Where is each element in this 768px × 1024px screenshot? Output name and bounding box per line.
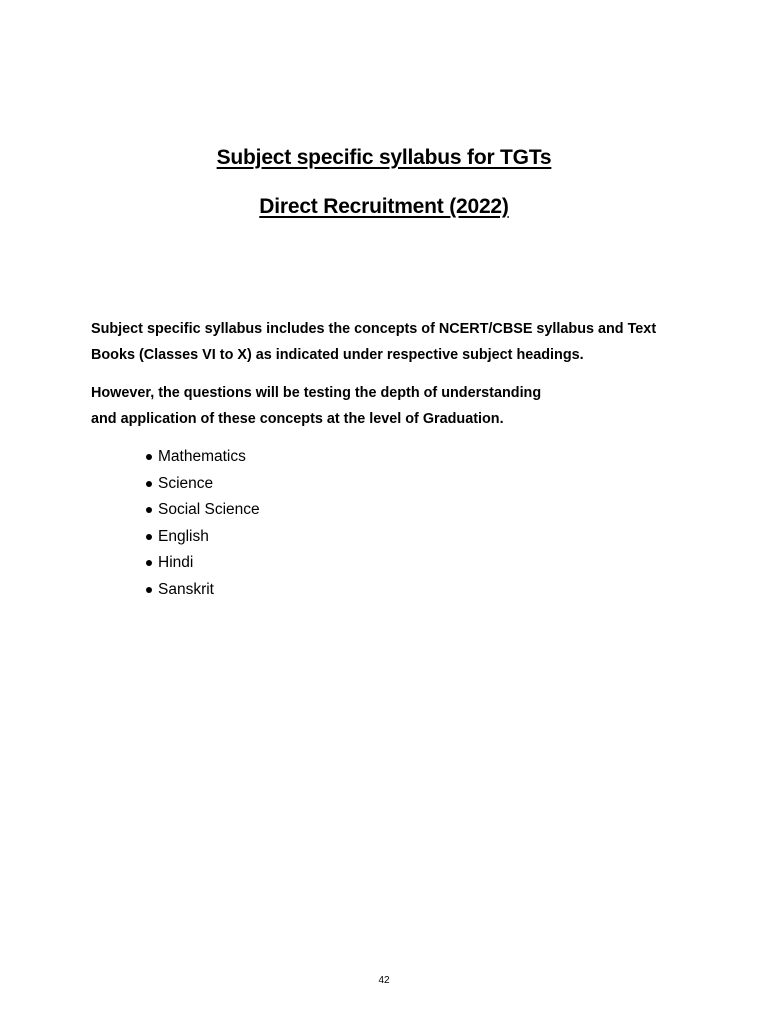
- note-paragraph: [91, 380, 642, 432]
- subject-label: Science: [158, 474, 214, 492]
- note-paragraph-main: However, the questions will be testing the depth of understanding: [91, 385, 542, 401]
- intro-paragraph: Subject specific syllabus includes the concepts of NCERT/CBSE syllabus and Text Books (Classes VI to X) as indicated under respective subject headings.: [91, 321, 657, 363]
- note-paragraph-last: and application of these concepts at the level of Graduation.: [91, 411, 504, 427]
- document-title: Subject specific syllabus for TGTs: [216, 146, 552, 169]
- list-item: [146, 497, 260, 524]
- list-item: [146, 577, 260, 604]
- bullet-icon: [146, 454, 152, 460]
- bullet-icon: [146, 587, 152, 593]
- subject-label: English: [158, 527, 209, 545]
- subject-label: Mathematics: [158, 448, 246, 465]
- subject-label: Hindi: [158, 554, 194, 571]
- list-item: [146, 524, 260, 551]
- list-item: [146, 550, 260, 577]
- bullet-icon: [146, 507, 152, 513]
- list-item: [146, 471, 260, 498]
- bullet-icon: [146, 560, 152, 566]
- subject-label: Sanskrit: [158, 580, 214, 598]
- bullet-icon: [146, 534, 152, 540]
- subject-label: Social Science: [158, 501, 260, 518]
- list-item: [146, 444, 260, 471]
- document-subtitle: Direct Recruitment (2022): [259, 195, 509, 218]
- subject-list: [146, 444, 260, 603]
- bullet-icon: [146, 481, 152, 487]
- page-number: 42: [378, 975, 390, 986]
